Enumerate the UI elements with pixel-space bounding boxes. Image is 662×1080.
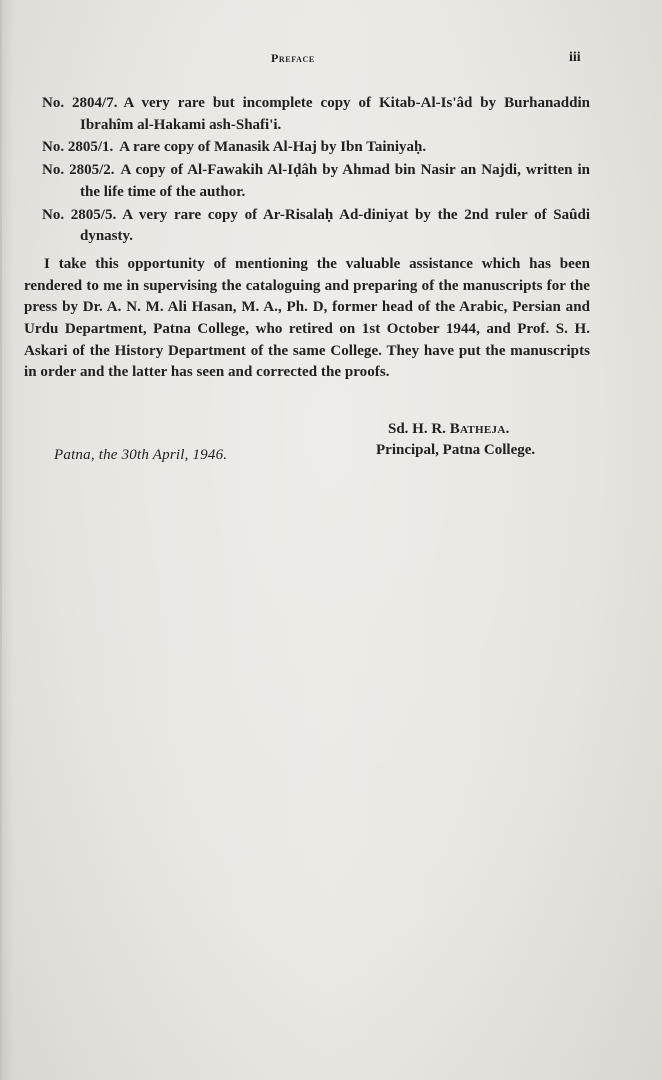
entry-description: A very rare but incomplete copy of Kitab-Al-Is'âd by Burhanaddin Ibrahîm al-Hakami ash-Shafi'i. — [80, 95, 590, 133]
signatory — [376, 419, 604, 461]
entry-description: A copy of Al-Fawakih Al-Iḍâh by Ahmad bin Nasir an Najdi, written in the life time of the author. — [80, 162, 590, 200]
signature-block — [0, 419, 662, 465]
main-text — [24, 93, 590, 384]
blank-page-area — [24, 490, 590, 1050]
running-title: Preface — [271, 51, 315, 65]
entry-number: No. 2805/2. — [42, 162, 115, 179]
signatory-surname: Batheja. — [449, 421, 510, 437]
catalogue-entry-2805-2 — [24, 160, 590, 203]
catalogue-entry-2805-5 — [24, 205, 590, 248]
acknowledgement-paragraph: I take this opportunity of mentioning the valuable assistance which has been rendered to me in supervising the cataloguing and preparing of the manuscripts for the press by Dr. A. N. M. Ali Hasan, M. A., Ph. D, former head of the Arabic, Persian and Urdu Department, Patna College, who retired on 1st October 1944, and Prof. S. H. Askari of the History Department of the same College. They have put the manuscripts in order and the latter has seen and corrected the proofs. — [24, 255, 590, 381]
entry-description: A rare copy of Manasik Al-Haj by Ibn Tainiyaḥ. — [119, 139, 427, 156]
entry-description: A very rare copy of Ar-Risalaḥ Ad-diniyat by the 2nd ruler of Saûdi dynasty. — [80, 206, 591, 245]
entry-number: No. 2805/1. — [42, 139, 114, 156]
signatory-name-line — [388, 419, 604, 440]
entry-number: No. 2804/7. — [42, 95, 118, 111]
catalogue-entry-2805-1 — [24, 137, 590, 159]
catalogue-entry-2804-7 — [24, 93, 590, 136]
signatory-prefix: Sd. H. R. — [388, 421, 446, 437]
signatory-designation: Principal, Patna College. — [376, 442, 536, 458]
page-header — [0, 51, 662, 71]
place-date: Patna, the 30th April, 1946. — [54, 447, 228, 463]
entry-number: No. 2805/5. — [42, 206, 117, 223]
page-number: iii — [569, 50, 581, 65]
